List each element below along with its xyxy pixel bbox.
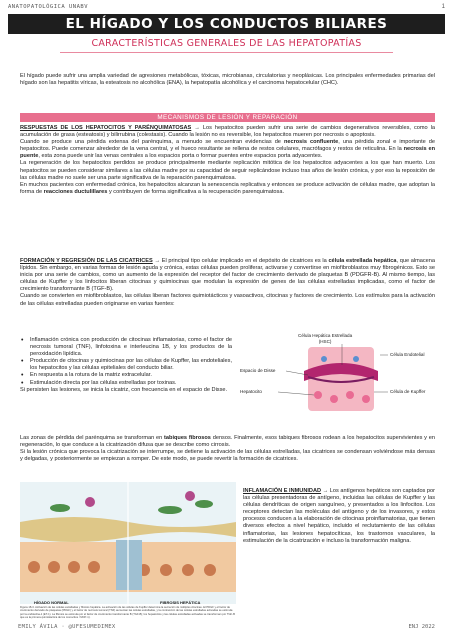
figure1-labels bbox=[298, 333, 352, 344]
text: , que almacena lípidos. Sin embargo, en varias formas de lesión aguda y crónica, estas células pueden proliferar, activarse y convertirse en miofibroblastos muy fibrogénicos. Esto se inicia por una serie de cambios, como un aumento de la expresión del receptor del factor de crecimiento derivado de plaquetas B (PDGFR-B). Al mismo tiempo, las células de Kupffer y los linfocitos liberan citocinas y quimiocinas que modulan la expresión de genes de las células estrelladas implicadas, como el factor de crecimiento transformante B (TGF-B). bbox=[20, 258, 436, 293]
paragraph bbox=[243, 488, 435, 545]
label-endothelial: Célula Endotelial bbox=[390, 352, 425, 357]
text: Los antígenos hepáticos son captados por las células presentadoras de antígeno, incluidas las células de Kupffer y las células dendríticas de origen sanguíneo, y presentados a los linfocitos. Los receptores detectan las moléculas del antígeno y de los invasores, y estos procesos conducen a la elaboración de citocinas proinflamatorias, que tienen diversos efectos a nivel hepático, incluido el reclutamiento de las células inflamatorias, las lesiones hepatocíticas, los trastornos vasculares, la estimulación de la cicatrización e incluso la transformación maligna. bbox=[243, 488, 436, 544]
paragraph: Cuando se convierten en miofibroblastos, las células liberan factores quimiotácticos y vasoactivos, citocinas y factores de crecimiento. Los estímulos para la activación de las células estrelladas pueden originarse en varias fuentes: bbox=[20, 293, 435, 307]
text: El principal tipo celular implicado en el depósito de cicatrices es la bbox=[161, 258, 329, 264]
cell-nucleus bbox=[346, 391, 354, 399]
paragraph bbox=[20, 125, 435, 139]
section-heading-mechanisms: MECANISMOS DE LESIÓN Y REPARACIÓN bbox=[20, 113, 435, 122]
list-item: • En respuesta a la rotura de la matriz extracelular. bbox=[20, 372, 232, 379]
section3-inflammation bbox=[243, 488, 435, 545]
section2-body-top bbox=[20, 258, 435, 308]
paragraph: Si la lesión crónica que provoca la cicatrización se interrumpe, se detiene la activación de las células estrelladas, las cicatrices se condensan volviéndose más densas y delgadas, y posteriormente se empiezan a romper. De este modo, se puede revertir la formación de cicatrices. bbox=[20, 449, 435, 463]
arrow: → bbox=[152, 258, 162, 264]
fibrosis-diagram bbox=[20, 478, 236, 616]
page-number: 1 bbox=[441, 4, 445, 10]
figure-caption: Figura 18-3. Activación de las células estrelladas y fibrosis hepática. La activación de las células de Kupffer determina la secreción de múltiples citocinas. El PDGF y el factor de crecimiento derivado de plaquetas (PDGF) y el factor de necrosis tumoral (TNF) aumentan las células estrelladas, y la contracción de las células estrelladas activadas se estimula por la endotelina-1 (ET-1). La fibrosis se estimula por el factor de crecimiento transformante B (TGF-B); los hepatocitos y las células estrelladas activadas se transforman por TGF-B que es la primera quimiotáctica de los monocitos / MCP-1). bbox=[20, 606, 235, 619]
intro-paragraph: El hígado puede sufrir una amplia variedad de agresiones metabólicas, tóxicas, microbianas, circulatorias y neoplásicas. Los principales enfermedades primarias del hígado son las hepatitis víricas, la esteatosis no alcohólica (ENA), la hepatopatía alcohólica y el carcinoma hepatocelular (CHC). bbox=[20, 73, 435, 87]
text: densos. Finalmente, esos tabiques fibrosos rodean a los hepatocitos supervivientes y en regeneración, lo que conduce a la cicatrización difusa que se describe como cirrosis. bbox=[20, 435, 435, 449]
list-item: • Estimulación directa por las células estrelladas por toxinas. bbox=[20, 380, 232, 387]
subtitle-underline bbox=[60, 52, 393, 53]
text: Los hepatocitos pueden sufrir una serie de cambios degenerativos reversibles, como la acumulación de grasa (esteatosis) y bilirrubina (colestasis). Cuando la lesión no es reversible, los hepatocitos mueren por necrosis o apoptosis. bbox=[20, 125, 436, 139]
label-kupffer: Célula de Kupffer bbox=[390, 389, 426, 394]
lipid-droplet bbox=[321, 356, 327, 362]
hepatic-sinusoid-illustration bbox=[238, 337, 438, 413]
subheading-scar-formation: FORMACIÓN Y REGRESIÓN DE LAS CICATRICES bbox=[20, 258, 153, 264]
text: Las zonas de pérdida del parénquima se transforman en bbox=[20, 435, 165, 441]
text: Cuando se produce una pérdida extensa del parénquima, a menudo se encuentran evidencias de bbox=[20, 139, 284, 146]
cell-nucleus bbox=[314, 391, 322, 399]
bold-term: reacciones ductulillares bbox=[43, 188, 108, 195]
label-stellate-cell: Célula Hepática Estrellada bbox=[298, 333, 353, 338]
text: , esta zona puede unir las venas centrales a los espacios porta o formar puentes entre espacios porta adyacentes. bbox=[38, 153, 323, 160]
text: En muchos pacientes con enfermedad crónica, los hepatocitos alcanzan la senescencia replicativa y entonces se produce activación de células madre, que adoptan la forma de bbox=[20, 181, 435, 195]
footer-year: ENJ 2022 bbox=[408, 624, 435, 630]
text: , una pérdida zonal e importante de hepatocitos. Puede comenzar alrededor de la vena central, y el hueco resultante se rellena de restos celulares, macrófagos y restos de reticulina. En la bbox=[20, 139, 436, 153]
fibrous-septum bbox=[116, 540, 142, 590]
bold-term: necrosis confluente bbox=[283, 139, 339, 146]
arrow: → bbox=[191, 125, 203, 131]
bold-term: tabiques fibrosos bbox=[164, 435, 211, 441]
cell-nucleus bbox=[330, 395, 338, 403]
subheading-inflammation: INFLAMACIÓN E INMUNIDAD bbox=[243, 488, 322, 494]
label-liver-fibrosis: FIBROSIS HEPÁTICA bbox=[160, 600, 201, 605]
lipid-droplet bbox=[353, 356, 359, 362]
paragraph bbox=[20, 258, 435, 293]
paragraph bbox=[20, 182, 435, 196]
arrow: → bbox=[321, 488, 330, 494]
label-hepatocyte: Hepatocito bbox=[240, 389, 262, 394]
list-item: • Inflamación crónica con producción de citocinas inflamatorias, como el factor de necrosis tumoral (TNF), linfotoxina e interleucina 1B, y los productos de la peroxidación lipídica. bbox=[20, 337, 232, 358]
label-normal-liver: HÍGADO NORMAL bbox=[34, 600, 69, 605]
page-subtitle: CARACTERÍSTICAS GENERALES DE LAS HEPATOPATÍAS bbox=[91, 38, 362, 49]
footer-author: EMILY ÁVILA · @UFESUMEDIMEX bbox=[18, 624, 116, 630]
cell-nucleus bbox=[362, 395, 370, 403]
label-stellate-abbr: (HSC) bbox=[318, 338, 332, 344]
paragraph: La regeneración de los hepatocitos perdidos se produce principalmente mediante replicación mitótica de los hepatocitos adyacentes a los que han muerto. Los hepatocitos se pueden considerar similares a las células madre por su capacidad de seguir replicándose incluso tras años de lesión crónica, y por eso la reposición de las células madre no suele ser una parte significativa de la reparación parenquimatosa. bbox=[20, 160, 435, 181]
course-header: ANATOPATOLÓGICA UNABV bbox=[8, 4, 89, 10]
section2-bullets-block bbox=[20, 337, 232, 394]
paragraph bbox=[20, 139, 435, 160]
list-item: • Producción de citocinas y quimiocinas por las células de Kupffer, las endoteliales, los hepatocitos y las células epiteliales del conducto biliar. bbox=[20, 358, 232, 372]
page-title: EL HÍGADO Y LOS CONDUCTOS BILIARES bbox=[8, 14, 445, 34]
bold-term: célula estrellada hepática bbox=[328, 258, 397, 264]
paragraph bbox=[20, 435, 435, 449]
subheading-hepatocyte-responses: RESPUESTAS DE LOS HEPATOCITOS Y PARÉNQUIMATOSAS bbox=[20, 125, 192, 131]
section1-body bbox=[20, 125, 435, 196]
text: y contribuyen de forma significativa a la recuperación parenquimatosa. bbox=[107, 188, 285, 195]
stimuli-list bbox=[20, 337, 232, 387]
bold-term: necrosis en puente bbox=[20, 146, 436, 160]
label-disse: Espacio de Disse bbox=[240, 368, 276, 373]
section2-body-bottom bbox=[20, 435, 435, 463]
paragraph: Si persisten las lesiones, se inicia la cicatriz, con frecuencia en el espacio de Disse. bbox=[20, 386, 228, 393]
